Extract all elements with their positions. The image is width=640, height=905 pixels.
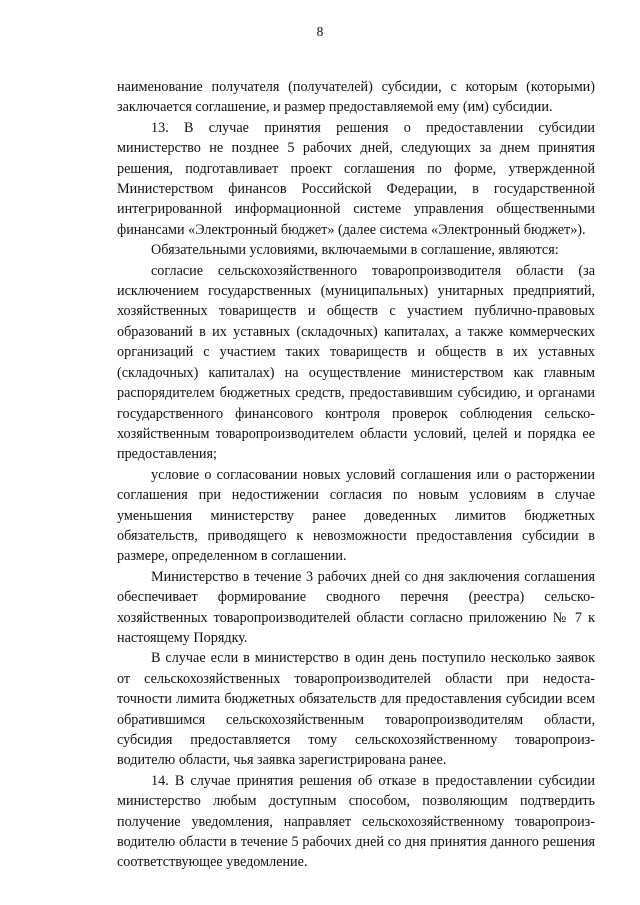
paragraph-same-day-applications: В случае если в министерство в один день поступило несколько заявок от сельскохозяйственных товаропроизводителей области при недоста-точности лимита бюджетных обязательств для предоставления субсидии всем обратившимся сельскохозяйственным товаропроизводителям области, субсидия предоставляется тому сельскохозяйственному товаропроиз-водителю области, чья заявка зарегистрирована ранее. bbox=[117, 650, 595, 769]
paragraph-agreement-change-condition: условие о согласовании новых условий соглашения или о расторжении соглашения при недостижении согласия по новым условиям в случае уменьшения министерству ранее доведенных лимитов бюджетных обязательств, приводящего к невозможности предоставления субсидии в размере, определенном в соглашении. bbox=[117, 466, 595, 565]
paragraph-item-14: 14. В случае принятия решения об отказе в предоставлении субсидии министерство любым доступным способом, позволяющим подтвердить получение уведомления, направляет сельскохозяйственному товаропроиз-водителю области в течение 5 рабочих дней со дня принятия данного решения соответствующее уведомление. bbox=[117, 772, 595, 871]
paragraph-mandatory-conditions: Обязательными условиями, включаемыми в соглашение, являются: bbox=[151, 242, 559, 259]
page-number: 8 bbox=[316, 24, 324, 39]
document-body bbox=[117, 77, 595, 873]
paragraph-recipient-name: наименование получателя (получателей) субсидии, с которым (которыми) заключается соглашение, и размер предоставляемой ему (им) субсидии. bbox=[117, 79, 595, 116]
paragraph-register-formation: Министерство в течение 3 рабочих дней со дня заключения соглашения обеспечивает формирование сводного перечня (реестра) сельско-хозяйственных товаропроизводителей области согласно приложению № 7 к настоящему Порядку. bbox=[117, 568, 595, 646]
paragraph-consent-condition: согласие сельскохозяйственного товаропроизводителя области (за исключением государственных (муниципальных) унитарных предприятий, хозяйственных товариществ и обществ с участием публично-правовых образований в их уставных (складочных) капиталах, а также коммерческих организаций с участием таких товариществ и обществ в их уставных (складочных) капиталах) на осуществление министерством как главным распорядителем бюджетных средств, предоставившим субсидию, и органами государственного финансового контроля проверок соблюдения сельско-хозяйственным товаропроизводителем области условий, целей и порядка ее предоставления; bbox=[117, 262, 595, 463]
paragraph-item-13: 13. В случае принятия решения о предоставлении субсидии министерство не позднее 5 рабочих дней, следующих за днем принятия решения, подготавливает проект соглашения по форме, утвержденной Министерством финансов Российской Федерации, в государственной интегрированной информационной системе управления общественными финансами «Электронный бюджет» (далее система «Электронный бюджет»). bbox=[117, 119, 595, 238]
